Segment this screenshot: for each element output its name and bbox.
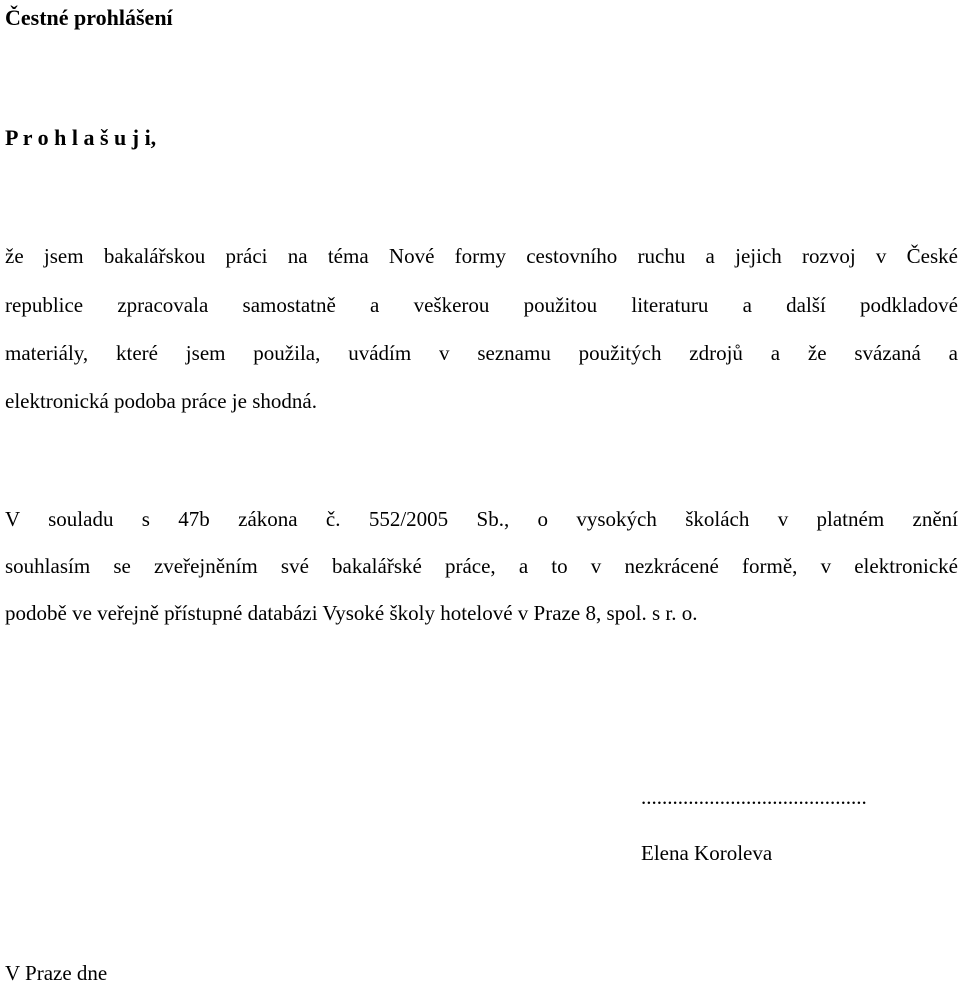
document-title: Čestné prohlášení [5, 5, 173, 30]
paragraph1-line-1: že jsem bakalářskou práci na téma Nové formy cestovního ruchu a jejich rozvoj v České [5, 244, 958, 268]
paragraph2-line-3: podobě ve veřejně přístupné databázi Vysoké školy hotelové v Praze 8, spol. s r. o. [5, 601, 698, 625]
declaration-heading: P r o h l a š u j i, [5, 125, 157, 150]
paragraph2-line-1: V souladu s 47b zákona č. 552/2005 Sb., o vysokých školách v platném znění [5, 507, 958, 531]
paragraph1-line-4: elektronická podoba práce je shodná. [5, 389, 317, 413]
paragraph1-line-3: materiály, které jsem použila, uvádím v seznamu použitých zdrojů a že svázaná a [5, 341, 958, 365]
place-date: V Praze dne [5, 961, 108, 985]
paragraph1-line-2: republice zpracovala samostatně a veškerou použitou literaturu a další podkladové [5, 293, 958, 317]
paragraph2-line-2: souhlasím se zveřejněním své bakalářské práce, a to v nezkrácené formě, v elektronické [5, 554, 958, 578]
signature-name: Elena Koroleva [641, 841, 773, 865]
signature-line: ........................................... [641, 785, 867, 809]
